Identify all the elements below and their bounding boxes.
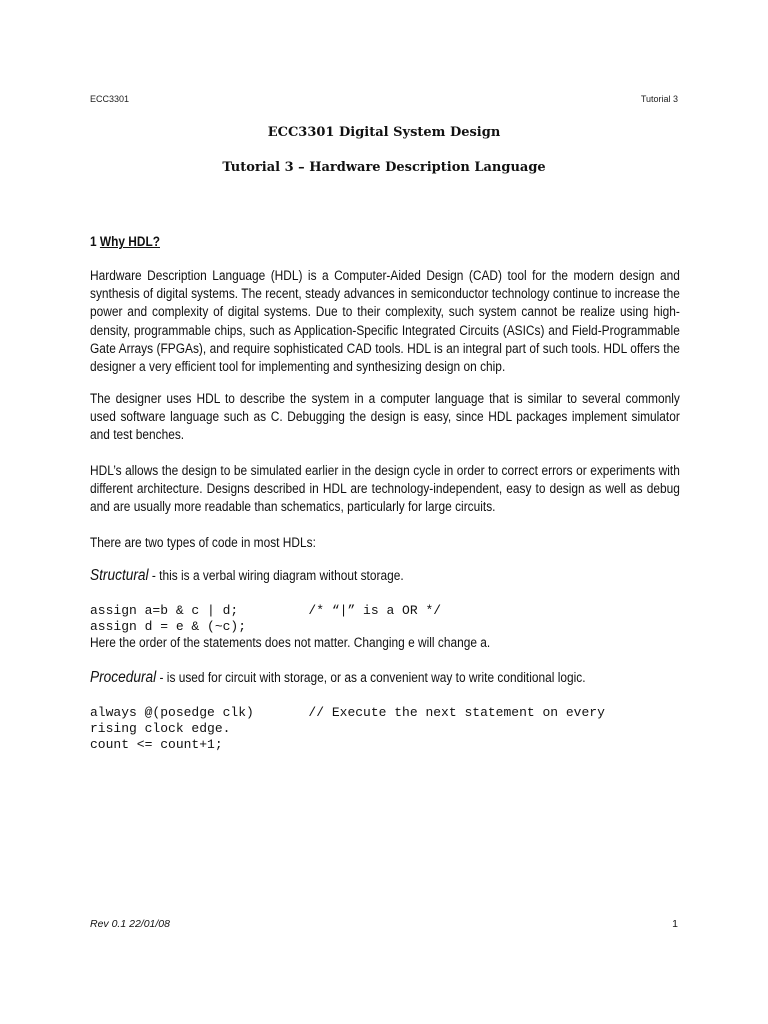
section-number: 1 [90,234,97,249]
footer-page-number: 1 [672,918,678,930]
paragraph-simulation: HDL’s allows the design to be simulated earlier in the design cycle in order to correct errors or experiments with different architecture. Designs described in HDL are technology-independent, easy to design as well as debug and are usually more readable than schematics, particularly for large circuits. [90,463,680,515]
procedural-description: - is used for circuit with storage, or as a convenient way to write conditional logic. [156,670,586,685]
header-tutorial-label: Tutorial 3 [640,94,678,104]
header-course-code: ECC3301 [90,94,130,104]
procedural-keyword: Procedural [90,669,157,686]
structural-description: - this is a verbal wiring diagram without storage. [148,568,404,583]
paragraph-designer-usage: The designer uses HDL to describe the system in a computer language that is similar to several commonly used software language such as C. Debugging the design is easy, since HDL packages implement simulator and test benches. [90,391,680,443]
section-title: Why HDL? [99,234,160,249]
document-title: ECC3301 Digital System Design [267,125,501,140]
procedural-code-block: always @(posedge clk) // Execute the next statement on every rising clock edge. count <= count+1; [90,705,605,752]
footer-revision: Rev 0.1 22/01/08 [90,918,170,930]
structural-code-block: assign a=b & c | d; /* “|” is a OR */ assign d = e & (~c); [90,603,442,634]
structural-note: Here the order of the statements does not matter. Changing e will change a. [90,635,491,650]
structural-heading [90,567,404,585]
section-heading [90,234,160,249]
paragraph-hdl-intro: Hardware Description Language (HDL) is a Computer-Aided Design (CAD) tool for the modern design and synthesis of digital systems. The recent, steady advances in semiconductor technology continue to increase the power and complexity of digital systems. Due to their complexity, such system cannot be realize using high-density, programmable chips, such as Application-Specific Integrated Circuits (ASICs) and Field-Programmable Gate Arrays (FPGAs), and require sophisticated CAD tools. HDL is an integral part of such tools. HDL offers the designer a very efficient tool for implementing and synthesizing design on chip. [90,268,680,375]
document-subtitle: Tutorial 3 – Hardware Description Language [222,160,546,175]
paragraph-code-types: There are two types of code in most HDLs: [90,535,316,550]
procedural-heading [90,669,586,687]
structural-keyword: Structural [90,567,149,584]
